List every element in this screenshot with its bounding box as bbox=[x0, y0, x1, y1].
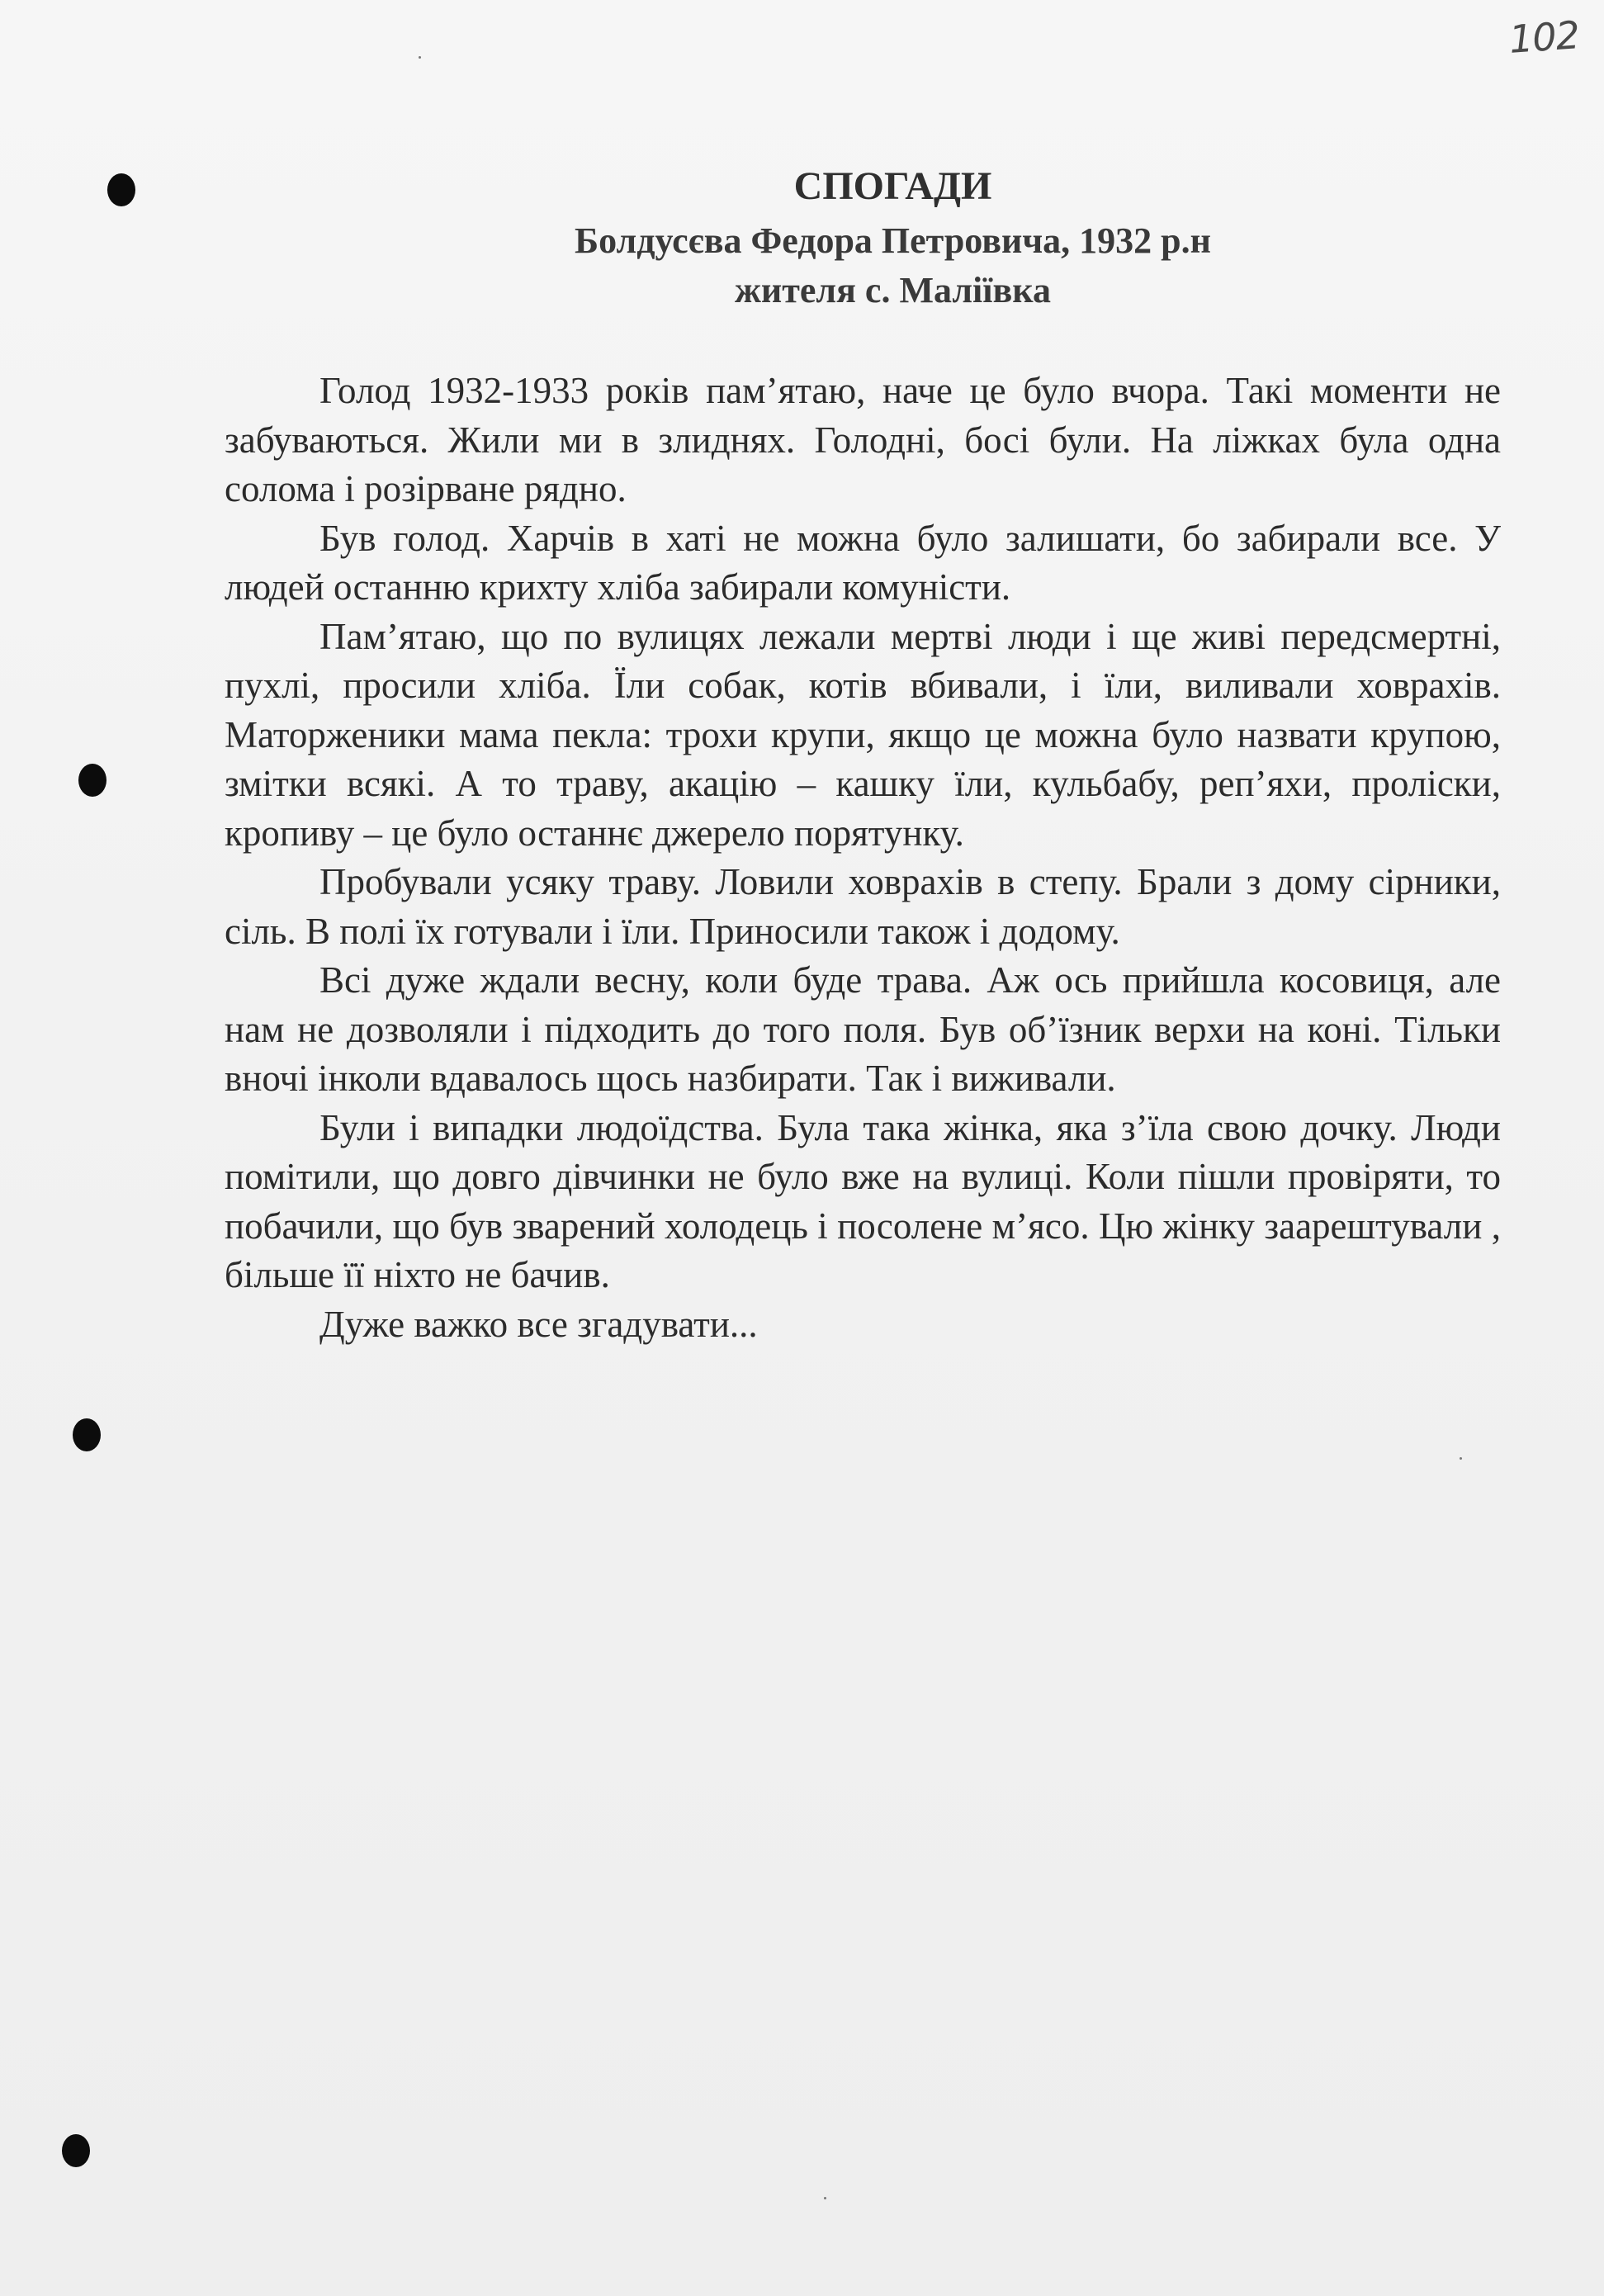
document-subtitle-author: Болдусєва Федора Петровича, 1932 р.н bbox=[575, 220, 1211, 261]
punch-hole bbox=[62, 2134, 90, 2167]
paragraph: Всі дуже ждали весну, коли буде трава. Аж ось прийшла косовиця, але нам не дозволяли і підходить до того поля. Був об’їзник верхи на коні. Тільки вночі інколи вдавалось щось назбирати. Так і виживали. bbox=[225, 959, 1501, 1099]
scan-speck bbox=[1460, 1457, 1462, 1460]
paragraph: Пробували усяку траву. Ловили ховрахів в степу. Брали з дому сірники, сіль. В полі їх готували і їли. Приносили також і додому. bbox=[225, 861, 1501, 952]
scan-speck bbox=[824, 2197, 826, 2199]
punch-hole bbox=[73, 1418, 101, 1451]
memoir-body bbox=[225, 367, 1501, 1349]
paragraph: Були і випадки людоїдства. Була така жінка, яка з’їла свою дочку. Люди помітили, що довго дівчинки не було вже на вулиці. Коли пішли провіряти, то побачили, що був зварений холодець і посолене м’ясо. Цю жінку заарештували , більше її ніхто не бачив. bbox=[225, 1106, 1501, 1295]
paragraph: Голод 1932-1933 років пам’ятаю, наче це було вчора. Такі моменти не забуваються. Жили ми в злиднях. Голодні, босі були. На ліжках була одна солома і розірване рядно. bbox=[225, 370, 1501, 509]
document-title: СПОГАДИ bbox=[793, 164, 992, 208]
document-subtitle-village: жителя с. Маліївка bbox=[735, 270, 1051, 310]
punch-hole bbox=[78, 764, 106, 797]
paragraph: Пам’ятаю, що по вулицях лежали мертві люди і ще живі передсмертні, пухлі, просили хліба. Їли собак, котів вбивали, і їли, виливали ховрахів. Маторженики мама пекла: трохи крупи, якщо це можна було назвати крупою, змітки всякі. А то траву, акацію – кашку їли, кульбабу, реп’яхи, проліски, кропиву – це було останнє джерело порятунку. bbox=[225, 615, 1501, 854]
paragraph: Дуже важко все згадувати... bbox=[319, 1303, 758, 1345]
handwritten-page-number: 102 bbox=[1507, 12, 1581, 62]
paragraph: Був голод. Харчів в хаті не можна було залишати, бо забирали все. У людей останню крихту хліба забирали комуністи. bbox=[225, 517, 1501, 608]
scan-speck bbox=[419, 56, 421, 59]
